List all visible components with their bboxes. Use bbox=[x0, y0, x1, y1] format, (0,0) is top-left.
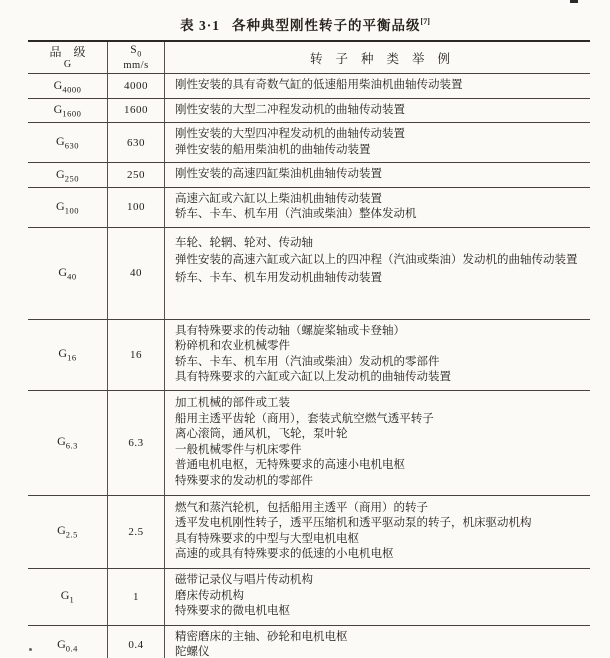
table-row bbox=[28, 390, 590, 495]
example-line: 刚性安装的大型四冲程发动机的曲轴传动装置 bbox=[175, 128, 405, 140]
example-line: 燃气和蒸汽轮机，包括船用主透平（商用）的转子 bbox=[175, 501, 428, 514]
example-line: 轿车、卡车、机车用（汽油或柴油）发动机的零部件 bbox=[175, 355, 440, 368]
example-line: 轿车、卡车、机车用（汽油或柴油）整体发动机 bbox=[175, 208, 417, 220]
grade-cell bbox=[28, 391, 108, 495]
speed-cell bbox=[108, 123, 165, 162]
header-grade-label: 品 级 bbox=[49, 44, 86, 59]
example-line: 磁带记录仪与唱片传动机构 bbox=[175, 574, 313, 587]
grade-label: $G_{40}$ bbox=[58, 264, 77, 282]
examples-cell bbox=[165, 569, 590, 625]
example-line: 一般机械零件与机床零件 bbox=[175, 443, 302, 456]
table-row bbox=[28, 319, 590, 390]
table-title-text: 各种典型刚性转子的平衡品级 bbox=[232, 18, 421, 33]
example-line: 粉碎机和农业机械零件 bbox=[175, 340, 290, 352]
examples-cell bbox=[165, 496, 590, 568]
header-grade-symbol: G bbox=[63, 58, 72, 70]
speed-cell bbox=[108, 188, 165, 227]
examples-cell bbox=[165, 74, 590, 98]
example-line: 高速六缸或六缸以上柴油机曲轴传动装置 bbox=[175, 192, 382, 205]
speed-cell bbox=[108, 74, 165, 98]
grade-cell bbox=[28, 569, 108, 625]
example-line: 刚性安装的大型二冲程发动机的曲轴传动装置 bbox=[175, 103, 405, 116]
grade-label: $G_{100}$ bbox=[56, 198, 79, 216]
grade-label: $G_{6.3}$ bbox=[57, 434, 78, 451]
grade-cell bbox=[28, 496, 108, 568]
grade-label: $G_{4000}$ bbox=[53, 77, 82, 94]
example-line: 弹性安装的船用柴油机的曲轴传动装置 bbox=[175, 143, 371, 156]
example-line: 透平发电机刚性转子，透平压缩机和透平驱动泵的转子，机床驱动机构 bbox=[175, 517, 532, 529]
grade-label: $G_{1600}$ bbox=[53, 102, 82, 119]
examples-cell bbox=[165, 188, 590, 227]
example-line: 精密磨床的主轴、砂轮和电机电枢 bbox=[175, 630, 348, 643]
grade-cell bbox=[28, 99, 108, 123]
examples-cell bbox=[165, 626, 590, 658]
example-line: 车轮、轮辋、轮对、传动轴 bbox=[175, 236, 313, 249]
header-speed-symbol: $S_0$ bbox=[130, 43, 142, 59]
example-line: 刚性安装的高速四缸柴油机曲轴传动装置 bbox=[175, 168, 382, 180]
header-speed-column bbox=[108, 42, 165, 73]
grade-cell bbox=[28, 123, 108, 162]
table-row bbox=[28, 162, 590, 187]
speed-value: 6.3 bbox=[128, 436, 144, 449]
example-line: 船用主透平齿轮（商用），套装式航空燃气透平转子 bbox=[175, 412, 434, 425]
table-row bbox=[28, 227, 590, 319]
table-number: 表 3·1 bbox=[180, 18, 221, 33]
table-row bbox=[28, 73, 590, 98]
example-line: 普通电机电枢，无特殊要求的高速小电机电枢 bbox=[175, 459, 405, 471]
example-line: 具有特殊要求的六缸或六缸以上发动机的曲轴传动装置 bbox=[175, 371, 451, 383]
speed-value: 2.5 bbox=[128, 525, 144, 538]
speed-cell bbox=[108, 320, 165, 390]
table-title bbox=[0, 14, 610, 34]
header-examples-column: 转子种类举例 bbox=[309, 51, 463, 66]
grade-cell bbox=[28, 188, 108, 227]
example-line: 特殊要求的微电机电枢 bbox=[175, 605, 290, 618]
header-speed-unit: mm/s bbox=[123, 60, 149, 72]
table-row bbox=[28, 625, 590, 658]
speed-cell bbox=[108, 391, 165, 495]
example-line: 高速的或具有特殊要求的低速的小电机电枢 bbox=[175, 548, 394, 560]
grade-cell bbox=[28, 626, 108, 658]
speed-cell bbox=[108, 626, 165, 658]
table-row bbox=[28, 187, 590, 227]
grade-cell bbox=[28, 74, 108, 98]
table-header-row bbox=[28, 42, 590, 73]
header-grade-column bbox=[28, 42, 108, 73]
speed-value: 0.4 bbox=[128, 639, 144, 651]
example-line: 陀螺仪 bbox=[175, 646, 210, 658]
example-line: 轿车、卡车、机车用发动机曲轴传动装置 bbox=[175, 271, 382, 284]
table-row bbox=[28, 122, 590, 162]
examples-cell bbox=[165, 163, 590, 187]
examples-cell bbox=[165, 123, 590, 162]
speed-cell bbox=[108, 228, 165, 319]
speed-value: 1 bbox=[133, 590, 139, 603]
speed-value: 630 bbox=[127, 136, 145, 149]
table-row bbox=[28, 98, 590, 123]
speed-value: 40 bbox=[130, 267, 142, 279]
grade-cell bbox=[28, 228, 108, 319]
grade-label: $G_{16}$ bbox=[58, 346, 77, 363]
example-line: 刚性安装的具有奇数气缸的低速船用柴油机曲轴传动装置 bbox=[175, 79, 463, 91]
speed-value: 1600 bbox=[124, 104, 148, 117]
speed-cell bbox=[108, 569, 165, 625]
example-line: 加工机械的部件或工装 bbox=[175, 397, 290, 409]
example-line: 特殊要求的发动机的零部件 bbox=[175, 474, 313, 487]
grade-cell bbox=[28, 163, 108, 187]
examples-cell bbox=[165, 99, 590, 123]
examples-cell bbox=[165, 228, 590, 319]
grade-cell bbox=[28, 320, 108, 390]
table-body bbox=[28, 73, 590, 658]
example-line: 具有特殊要求的中型与大型电机电枢 bbox=[175, 532, 359, 545]
grade-label: $G_1$ bbox=[60, 588, 75, 605]
grade-label: $G_{0.4}$ bbox=[57, 636, 78, 654]
speed-cell bbox=[108, 496, 165, 568]
speed-value: 16 bbox=[130, 348, 142, 361]
title-superscript-ref: [7] bbox=[420, 17, 430, 26]
example-line: 磨床传动机构 bbox=[175, 589, 244, 602]
speed-value: 250 bbox=[127, 168, 145, 181]
example-line: 具有特殊要求的传动轴（螺旋桨轴或卡登轴） bbox=[175, 324, 405, 337]
example-line: 离心滚筒，通风机，飞轮，泵叶轮 bbox=[175, 428, 348, 440]
table-row bbox=[28, 495, 590, 568]
grade-label: $G_{2.5}$ bbox=[57, 523, 78, 540]
grade-label: $G_{250}$ bbox=[56, 166, 79, 183]
balance-grade-table bbox=[28, 40, 590, 658]
example-line: 弹性安装的高速六缸或六缸以上的四冲程（汽油或柴油）发动机的曲轴传动装置 bbox=[175, 254, 578, 266]
grade-label: $G_{630}$ bbox=[56, 134, 79, 151]
speed-cell bbox=[108, 99, 165, 123]
examples-cell bbox=[165, 391, 590, 495]
speed-cell bbox=[108, 163, 165, 187]
speed-value: 100 bbox=[127, 201, 145, 213]
examples-cell bbox=[165, 320, 590, 390]
table-row bbox=[28, 568, 590, 625]
speed-value: 4000 bbox=[124, 79, 148, 92]
page-edge-artifact bbox=[570, 0, 578, 3]
